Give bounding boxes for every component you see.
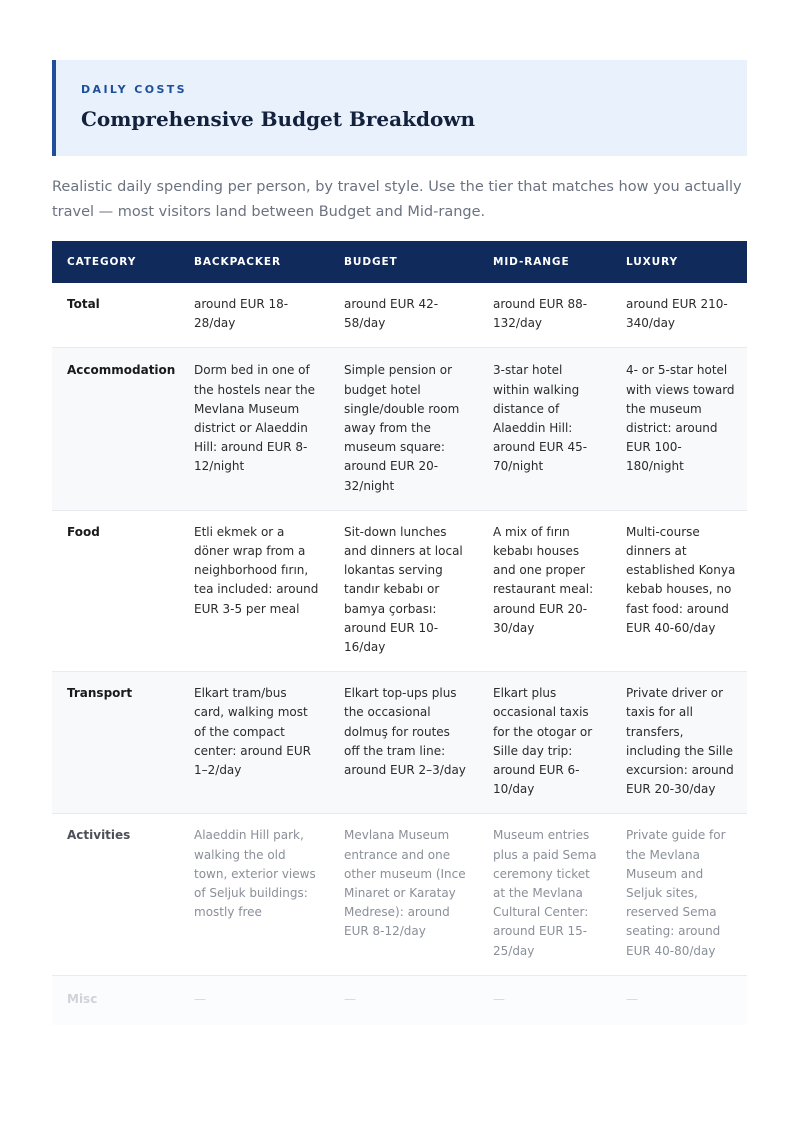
cell-transport-budget: Elkart top-ups plus the occasional dolmuş for routes off the tram line: around EUR 2–3/day bbox=[329, 672, 478, 814]
section-header bbox=[52, 60, 747, 156]
cell-food-luxury: Multi-course dinners at established Konya kebab houses, no fast food: around EUR 40-60/day bbox=[611, 510, 747, 671]
cell-total-midrange: around EUR 88-132/day bbox=[478, 283, 611, 348]
cell-misc-midrange: — bbox=[478, 975, 611, 1025]
cell-food-budget: Sit-down lunches and dinners at local lokantas serving tandır kebabı or bamya çorbası: around EUR 10-16/day bbox=[329, 510, 478, 671]
column-header-backpacker: BACKPACKER bbox=[179, 241, 329, 283]
column-header-luxury: LUXURY bbox=[611, 241, 747, 283]
cell-misc-backpacker: — bbox=[179, 975, 329, 1025]
cell-accommodation-backpacker: Dorm bed in one of the hostels near the Mevlana Museum district or Alaeddin Hill: around EUR 8-12/night bbox=[179, 348, 329, 510]
cell-misc-budget: — bbox=[329, 975, 478, 1025]
column-header-midrange: MID-RANGE bbox=[478, 241, 611, 283]
cell-accommodation-midrange: 3-star hotel within walking distance of Alaeddin Hill: around EUR 45-70/night bbox=[478, 348, 611, 510]
row-label-total: Total bbox=[52, 283, 179, 348]
section-eyebrow: DAILY COSTS bbox=[81, 83, 187, 96]
table-row-misc bbox=[52, 975, 747, 1025]
column-header-budget: BUDGET bbox=[329, 241, 478, 283]
table-row-accommodation bbox=[52, 348, 747, 510]
row-label-accommodation: Accommodation bbox=[52, 348, 179, 510]
cell-activities-luxury: Private guide for the Mevlana Museum and Seljuk sites, reserved Sema seating: around EUR 40-80/day bbox=[611, 814, 747, 975]
table-row-total bbox=[52, 283, 747, 348]
cell-activities-midrange: Museum entries plus a paid Sema ceremony ticket at the Mevlana Cultural Center: around EUR 15-25/day bbox=[478, 814, 611, 975]
cell-total-backpacker: around EUR 18-28/day bbox=[179, 283, 329, 348]
cell-activities-budget: Mevlana Museum entrance and one other museum (Ince Minaret or Karatay Medrese): around EUR 8-12/day bbox=[329, 814, 478, 975]
cell-total-luxury: around EUR 210-340/day bbox=[611, 283, 747, 348]
row-label-misc: Misc bbox=[52, 975, 179, 1025]
row-label-food: Food bbox=[52, 510, 179, 671]
cell-accommodation-budget: Simple pension or budget hotel single/double room away from the museum square: around EUR 20-32/night bbox=[329, 348, 478, 510]
cell-activities-backpacker: Alaeddin Hill park, walking the old town, exterior views of Seljuk buildings: mostly free bbox=[179, 814, 329, 975]
page-title: Comprehensive Budget Breakdown bbox=[81, 107, 476, 131]
cell-food-backpacker: Etli ekmek or a döner wrap from a neighborhood fırın, tea included: around EUR 3-5 per meal bbox=[179, 510, 329, 671]
table-row-transport bbox=[52, 672, 747, 814]
cell-total-budget: around EUR 42-58/day bbox=[329, 283, 478, 348]
column-header-category: CATEGORY bbox=[52, 241, 179, 283]
cell-transport-luxury: Private driver or taxis for all transfers, including the Sille excursion: around EUR 20-30/day bbox=[611, 672, 747, 814]
table-row-activities bbox=[52, 814, 747, 975]
table-row-food bbox=[52, 510, 747, 671]
table-header-row bbox=[52, 241, 747, 283]
cell-transport-backpacker: Elkart tram/bus card, walking most of the compact center: around EUR 1–2/day bbox=[179, 672, 329, 814]
cell-transport-midrange: Elkart plus occasional taxis for the otogar or Sille day trip: around EUR 6-10/day bbox=[478, 672, 611, 814]
intro-paragraph: Realistic daily spending per person, by travel style. Use the tier that matches how you actually travel — most visitors land between Budget and Mid-range. bbox=[52, 179, 742, 220]
cell-misc-luxury: — bbox=[611, 975, 747, 1025]
budget-table bbox=[52, 241, 747, 1025]
row-label-transport: Transport bbox=[52, 672, 179, 814]
cell-accommodation-luxury: 4- or 5-star hotel with views toward the museum district: around EUR 100-180/night bbox=[611, 348, 747, 510]
cell-food-midrange: A mix of fırın kebabı houses and one proper restaurant meal: around EUR 20-30/day bbox=[478, 510, 611, 671]
row-label-activities: Activities bbox=[52, 814, 179, 975]
